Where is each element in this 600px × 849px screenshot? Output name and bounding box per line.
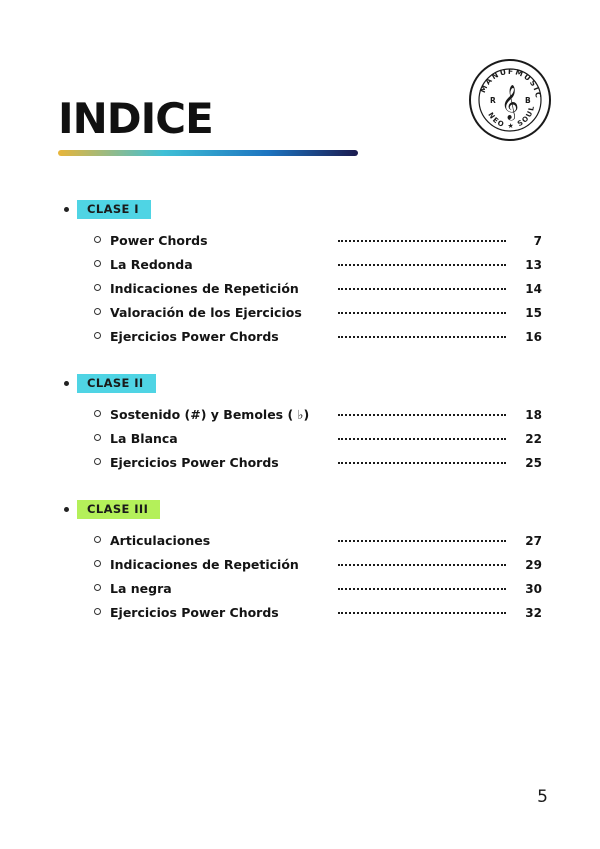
toc-entry-page-number: 22 <box>525 432 542 446</box>
toc-entry-title: Indicaciones de Repetición <box>110 281 299 296</box>
toc-dot-leader <box>338 437 506 440</box>
bullet-ring-icon <box>94 236 101 243</box>
toc-dot-leader <box>338 611 506 614</box>
toc-section-label: CLASE II <box>77 374 156 393</box>
toc-entry-title: Ejercicios Power Chords <box>110 329 279 344</box>
toc-entry-title: Articulaciones <box>110 533 211 548</box>
bullet-dot-icon <box>64 207 69 212</box>
toc-entry-title: Ejercicios Power Chords <box>110 605 279 620</box>
toc-entry-page-number: 25 <box>525 456 542 470</box>
svg-text:𝄞: 𝄞 <box>501 85 519 120</box>
toc-dot-leader <box>338 413 506 416</box>
toc-entry[interactable] <box>94 305 542 320</box>
toc-entry-page-number: 27 <box>525 534 542 548</box>
toc-entry[interactable] <box>94 431 542 446</box>
bullet-ring-icon <box>94 308 101 315</box>
toc-dot-leader <box>338 263 506 266</box>
bullet-ring-icon <box>94 434 101 441</box>
toc-dot-leader <box>338 587 506 590</box>
toc-entry-title: Indicaciones de Repetición <box>110 557 299 572</box>
svg-text:NEO ★ SOUL: NEO ★ SOUL <box>486 104 537 131</box>
toc-entry[interactable] <box>94 533 542 548</box>
toc-entry-page-number: 15 <box>525 306 542 320</box>
page-title: INDICE <box>58 94 213 143</box>
toc-section-header <box>64 200 542 219</box>
bullet-ring-icon <box>94 536 101 543</box>
toc-entry-title: Ejercicios Power Chords <box>110 455 279 470</box>
bullet-ring-icon <box>94 284 101 291</box>
toc-dot-leader <box>338 563 506 566</box>
toc-section <box>58 374 542 470</box>
toc-section-label: CLASE III <box>77 500 160 519</box>
toc-entry-title: La Blanca <box>110 431 178 446</box>
toc-section-label: CLASE I <box>77 200 151 219</box>
bullet-ring-icon <box>94 410 101 417</box>
toc-section-header <box>64 500 542 519</box>
toc-entry-page-number: 32 <box>525 606 542 620</box>
svg-text:B: B <box>525 96 531 105</box>
toc-dot-leader <box>338 239 506 242</box>
toc-entry-title: Power Chords <box>110 233 208 248</box>
toc-entry[interactable] <box>94 329 542 344</box>
toc-entry[interactable] <box>94 581 542 596</box>
page-title-block <box>58 94 358 156</box>
bullet-ring-icon <box>94 584 101 591</box>
toc-entry-page-number: 13 <box>525 258 542 272</box>
toc-entry[interactable] <box>94 233 542 248</box>
toc-entry[interactable] <box>94 455 542 470</box>
toc-entry[interactable] <box>94 281 542 296</box>
toc-section <box>58 200 542 344</box>
table-of-contents <box>58 200 542 650</box>
bullet-ring-icon <box>94 458 101 465</box>
toc-entry[interactable] <box>94 257 542 272</box>
toc-entry[interactable] <box>94 407 542 422</box>
toc-entry-title: La Redonda <box>110 257 193 272</box>
title-underline-gradient <box>58 150 358 156</box>
toc-entry-title: Valoración de los Ejercicios <box>110 305 302 320</box>
toc-entry-page-number: 14 <box>525 282 542 296</box>
toc-entry-page-number: 18 <box>525 408 542 422</box>
bullet-dot-icon <box>64 507 69 512</box>
bullet-ring-icon <box>94 332 101 339</box>
toc-entry[interactable] <box>94 557 542 572</box>
toc-entry-title: Sostenido (#) y Bemoles ( ♭) <box>110 407 310 422</box>
toc-dot-leader <box>338 311 506 314</box>
toc-entry-page-number: 29 <box>525 558 542 572</box>
toc-dot-leader <box>338 335 506 338</box>
svg-text:R: R <box>490 96 496 105</box>
bullet-ring-icon <box>94 608 101 615</box>
toc-entry-page-number: 16 <box>525 330 542 344</box>
svg-text:MANUFMUSIC: MANUFMUSIC <box>478 66 544 100</box>
bullet-ring-icon <box>94 260 101 267</box>
bullet-dot-icon <box>64 381 69 386</box>
toc-entry-page-number: 30 <box>525 582 542 596</box>
toc-section <box>58 500 542 620</box>
toc-section-header <box>64 374 542 393</box>
brand-logo-stamp <box>468 58 552 142</box>
toc-dot-leader <box>338 461 506 464</box>
toc-entry[interactable] <box>94 605 542 620</box>
toc-dot-leader <box>338 539 506 542</box>
page-folio: 5 <box>537 787 548 807</box>
toc-entry-title: La negra <box>110 581 172 596</box>
toc-entry-page-number: 7 <box>533 234 542 248</box>
toc-dot-leader <box>338 287 506 290</box>
bullet-ring-icon <box>94 560 101 567</box>
